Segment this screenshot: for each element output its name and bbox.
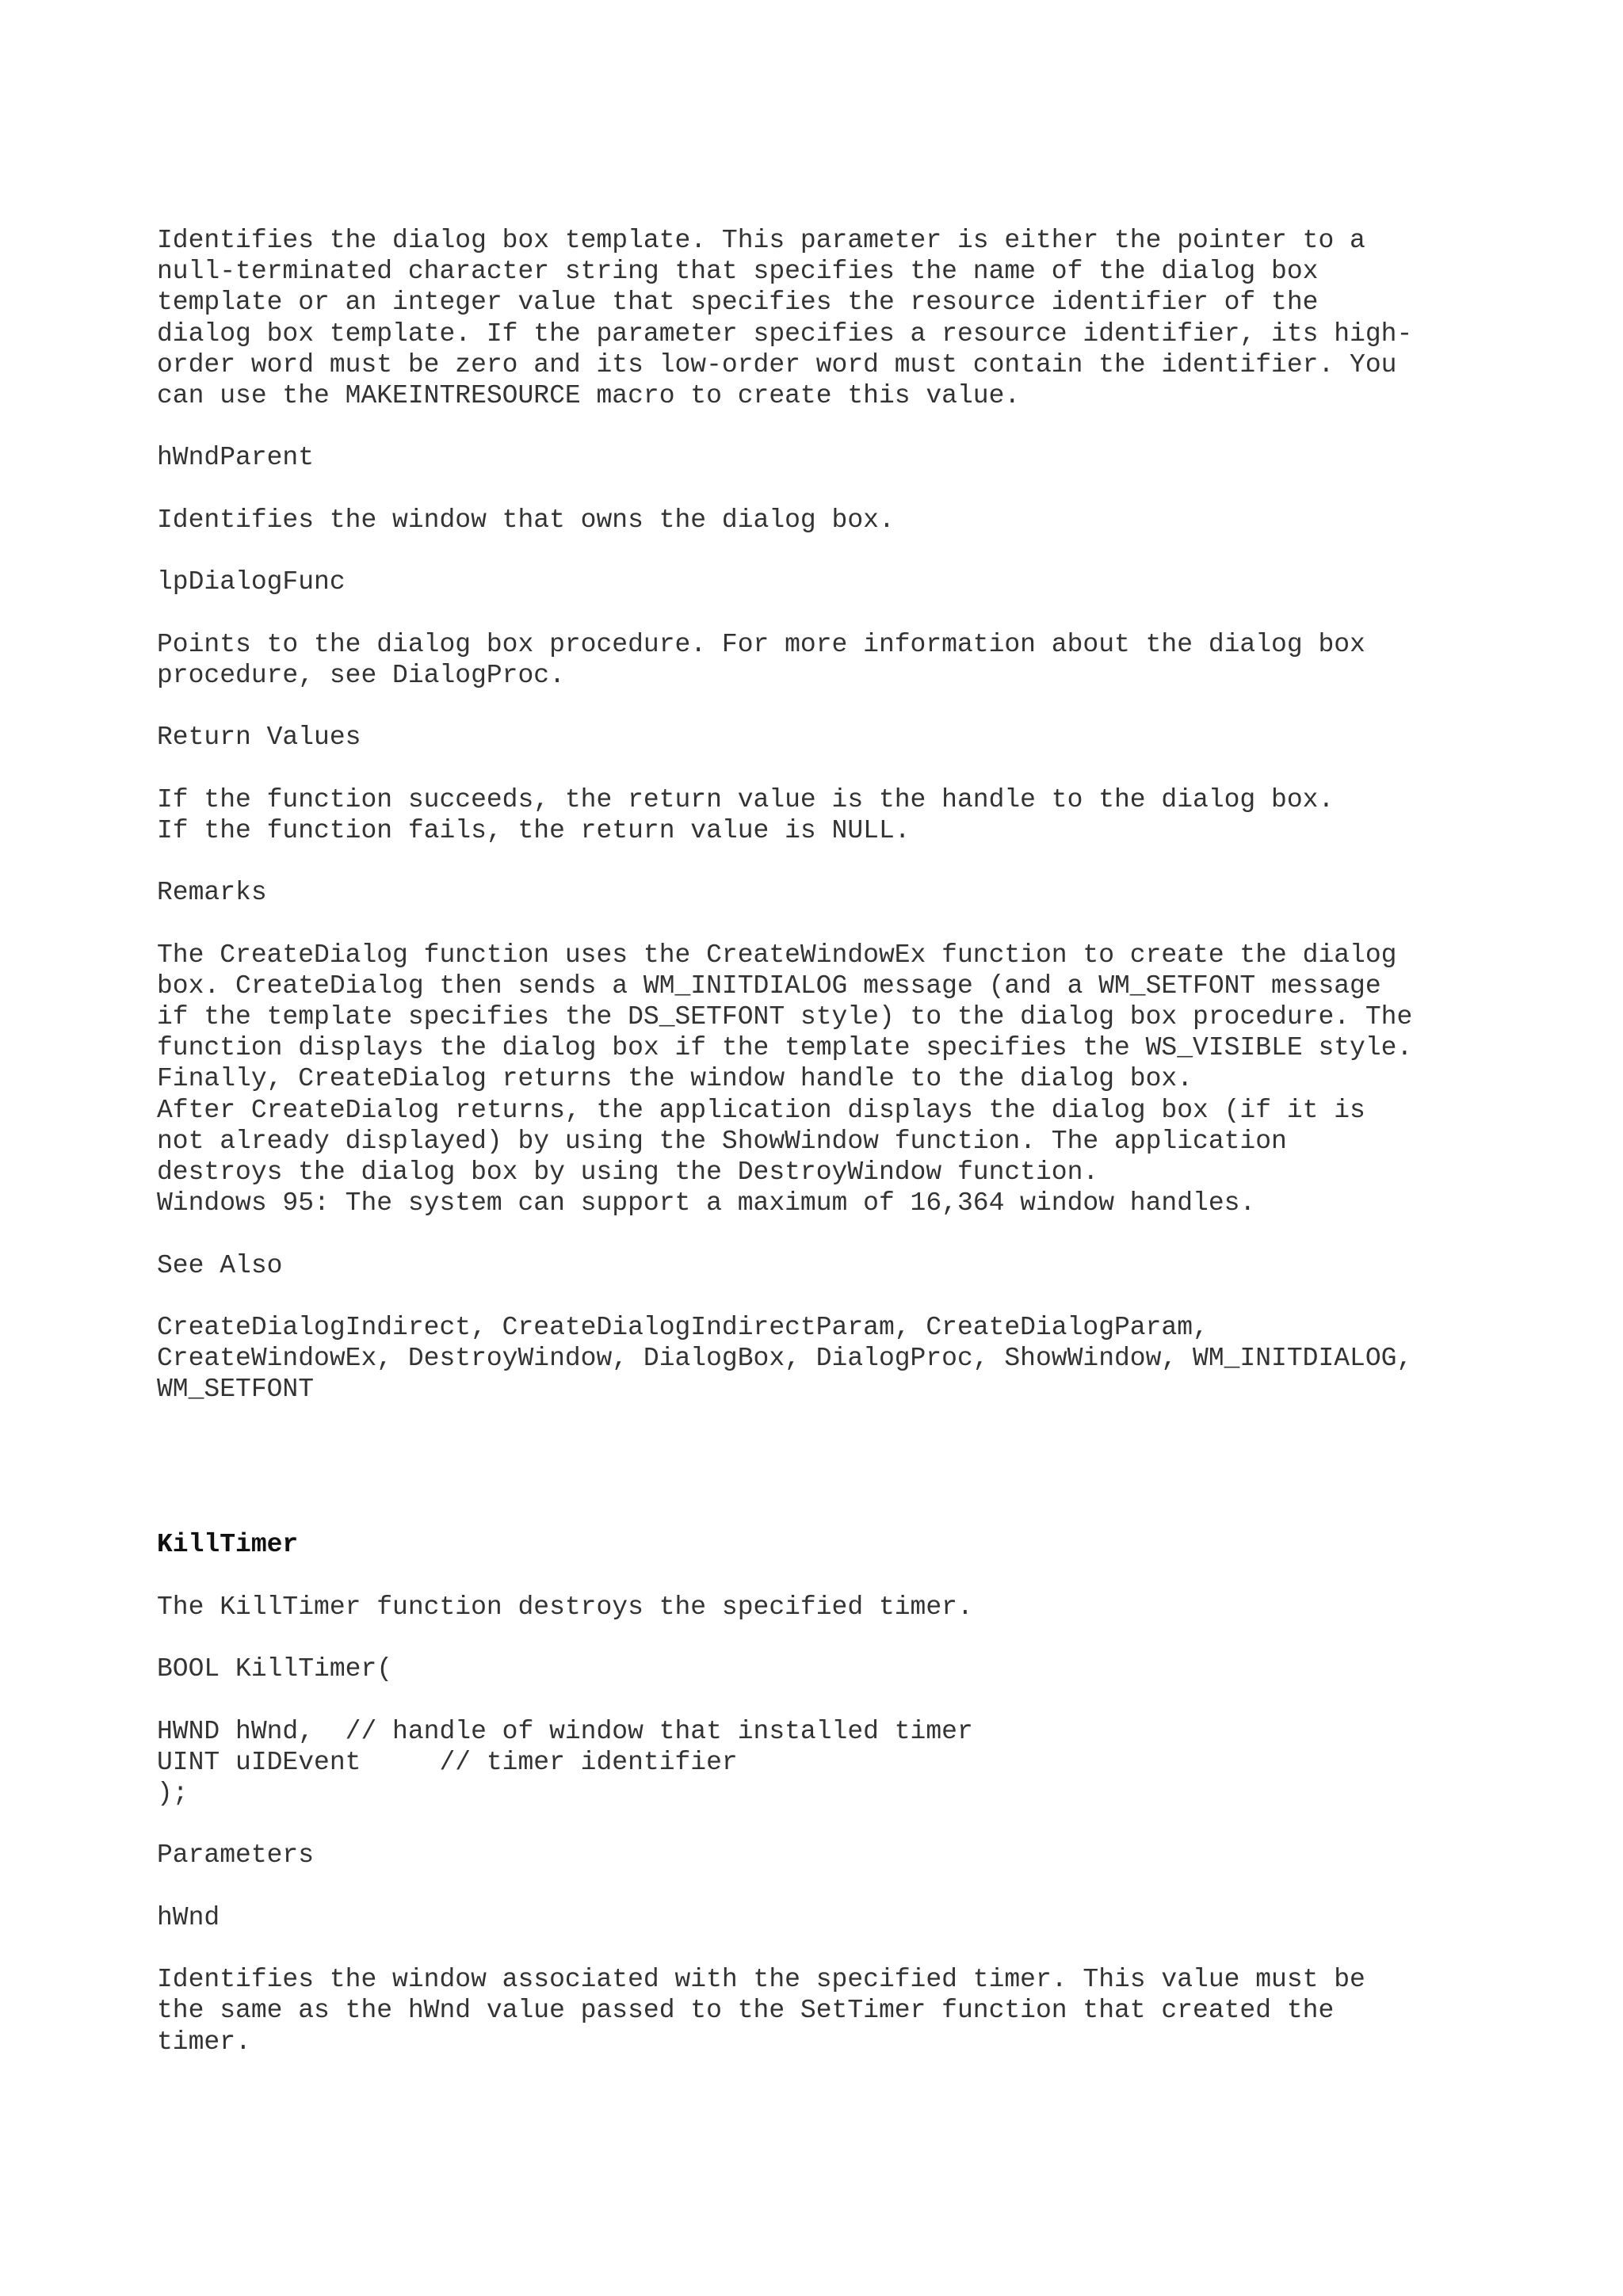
text-line: The CreateDialog function uses the CreateWindowEx function to create the dialog: [157, 940, 1397, 970]
text-line: function displays the dialog box if the template specifies the WS_VISIBLE style.: [157, 1033, 1413, 1063]
text-line: Finally, CreateDialog returns the window handle to the dialog box.: [157, 1064, 1193, 1094]
killtimer-summary: The KillTimer function destroys the specified timer.: [157, 1592, 973, 1622]
killtimer-signature: [157, 1653, 1504, 1809]
text-line: procedure, see DialogProc.: [157, 660, 565, 690]
param-description-hwndparent: Identifies the window that owns the dialog box.: [157, 505, 895, 535]
parameters-heading: Parameters: [157, 1840, 315, 1871]
code-line: );: [157, 1778, 189, 1808]
code-line: [157, 1684, 1504, 1715]
intro-paragraph: [157, 225, 1504, 411]
text-line: can use the MAKEINTRESOURCE macro to create this value.: [157, 381, 1021, 411]
text-line: destroys the dialog box by using the DestroyWindow function.: [157, 1157, 1099, 1187]
text-line: Points to the dialog box procedure. For more information about the dialog box: [157, 629, 1365, 659]
text-line: if the template specifies the DS_SETFONT style) to the dialog box procedure. The: [157, 1001, 1413, 1032]
see-also-list: [157, 1312, 1504, 1405]
text-line: If the function fails, the return value is NULL.: [157, 815, 911, 845]
param-description-lpdialogfunc: [157, 629, 1504, 691]
text-line: After CreateDialog returns, the application displays the dialog box (if it is: [157, 1095, 1365, 1125]
text-line: CreateDialogIndirect, CreateDialogIndirectParam, CreateDialogParam,: [157, 1312, 1209, 1342]
param-name-lpdialogfunc: lpDialogFunc: [157, 567, 346, 597]
text-line: dialog box template. If the parameter specifies a resource identifier, its high-: [157, 318, 1413, 349]
param-name-hwndparent: hWndParent: [157, 443, 315, 473]
code-line: UINT uIDEvent // timer identifier: [157, 1747, 738, 1777]
code-line: HWND hWnd, // handle of window that installed timer: [157, 1716, 973, 1746]
return-values-text: [157, 784, 1504, 846]
text-line: order word must be zero and its low-order word must contain the identifier. You: [157, 349, 1397, 379]
text-line: the same as the hWnd value passed to the SetTimer function that created the: [157, 1996, 1335, 2026]
code-line: BOOL KillTimer(: [157, 1654, 393, 1684]
remarks-heading: Remarks: [157, 878, 267, 908]
killtimer-title: KillTimer: [157, 1530, 299, 1560]
see-also-heading: See Also: [157, 1250, 283, 1280]
text-line: null-terminated character string that specifies the name of the dialog box: [157, 257, 1319, 287]
document-page: [157, 225, 1504, 2058]
remarks-text: [157, 940, 1504, 1219]
text-line: Identifies the window associated with the specified timer. This value must be: [157, 1965, 1365, 1995]
text-line: Identifies the dialog box template. This parameter is either the pointer to a: [157, 226, 1365, 255]
text-line: box. CreateDialog then sends a WM_INITDIALOG message (and a WM_SETFONT message: [157, 971, 1381, 1001]
return-values-heading: Return Values: [157, 723, 361, 753]
param-name-hwnd: hWnd: [157, 1902, 220, 1932]
text-line: WM_SETFONT: [157, 1375, 315, 1405]
param-description-hwnd: [157, 1964, 1504, 2058]
text-line: timer.: [157, 2027, 251, 2057]
text-line: not already displayed) by using the ShowWindow function. The application: [157, 1126, 1287, 1156]
text-line: template or an integer value that specifies the resource identifier of the: [157, 288, 1319, 318]
text-line: If the function succeeds, the return value is the handle to the dialog box.: [157, 784, 1335, 814]
text-line: CreateWindowEx, DestroyWindow, DialogBox, DialogProc, ShowWindow, WM_INITDIALOG,: [157, 1344, 1413, 1374]
text-line: Windows 95: The system can support a maximum of 16,364 window handles.: [157, 1188, 1256, 1219]
